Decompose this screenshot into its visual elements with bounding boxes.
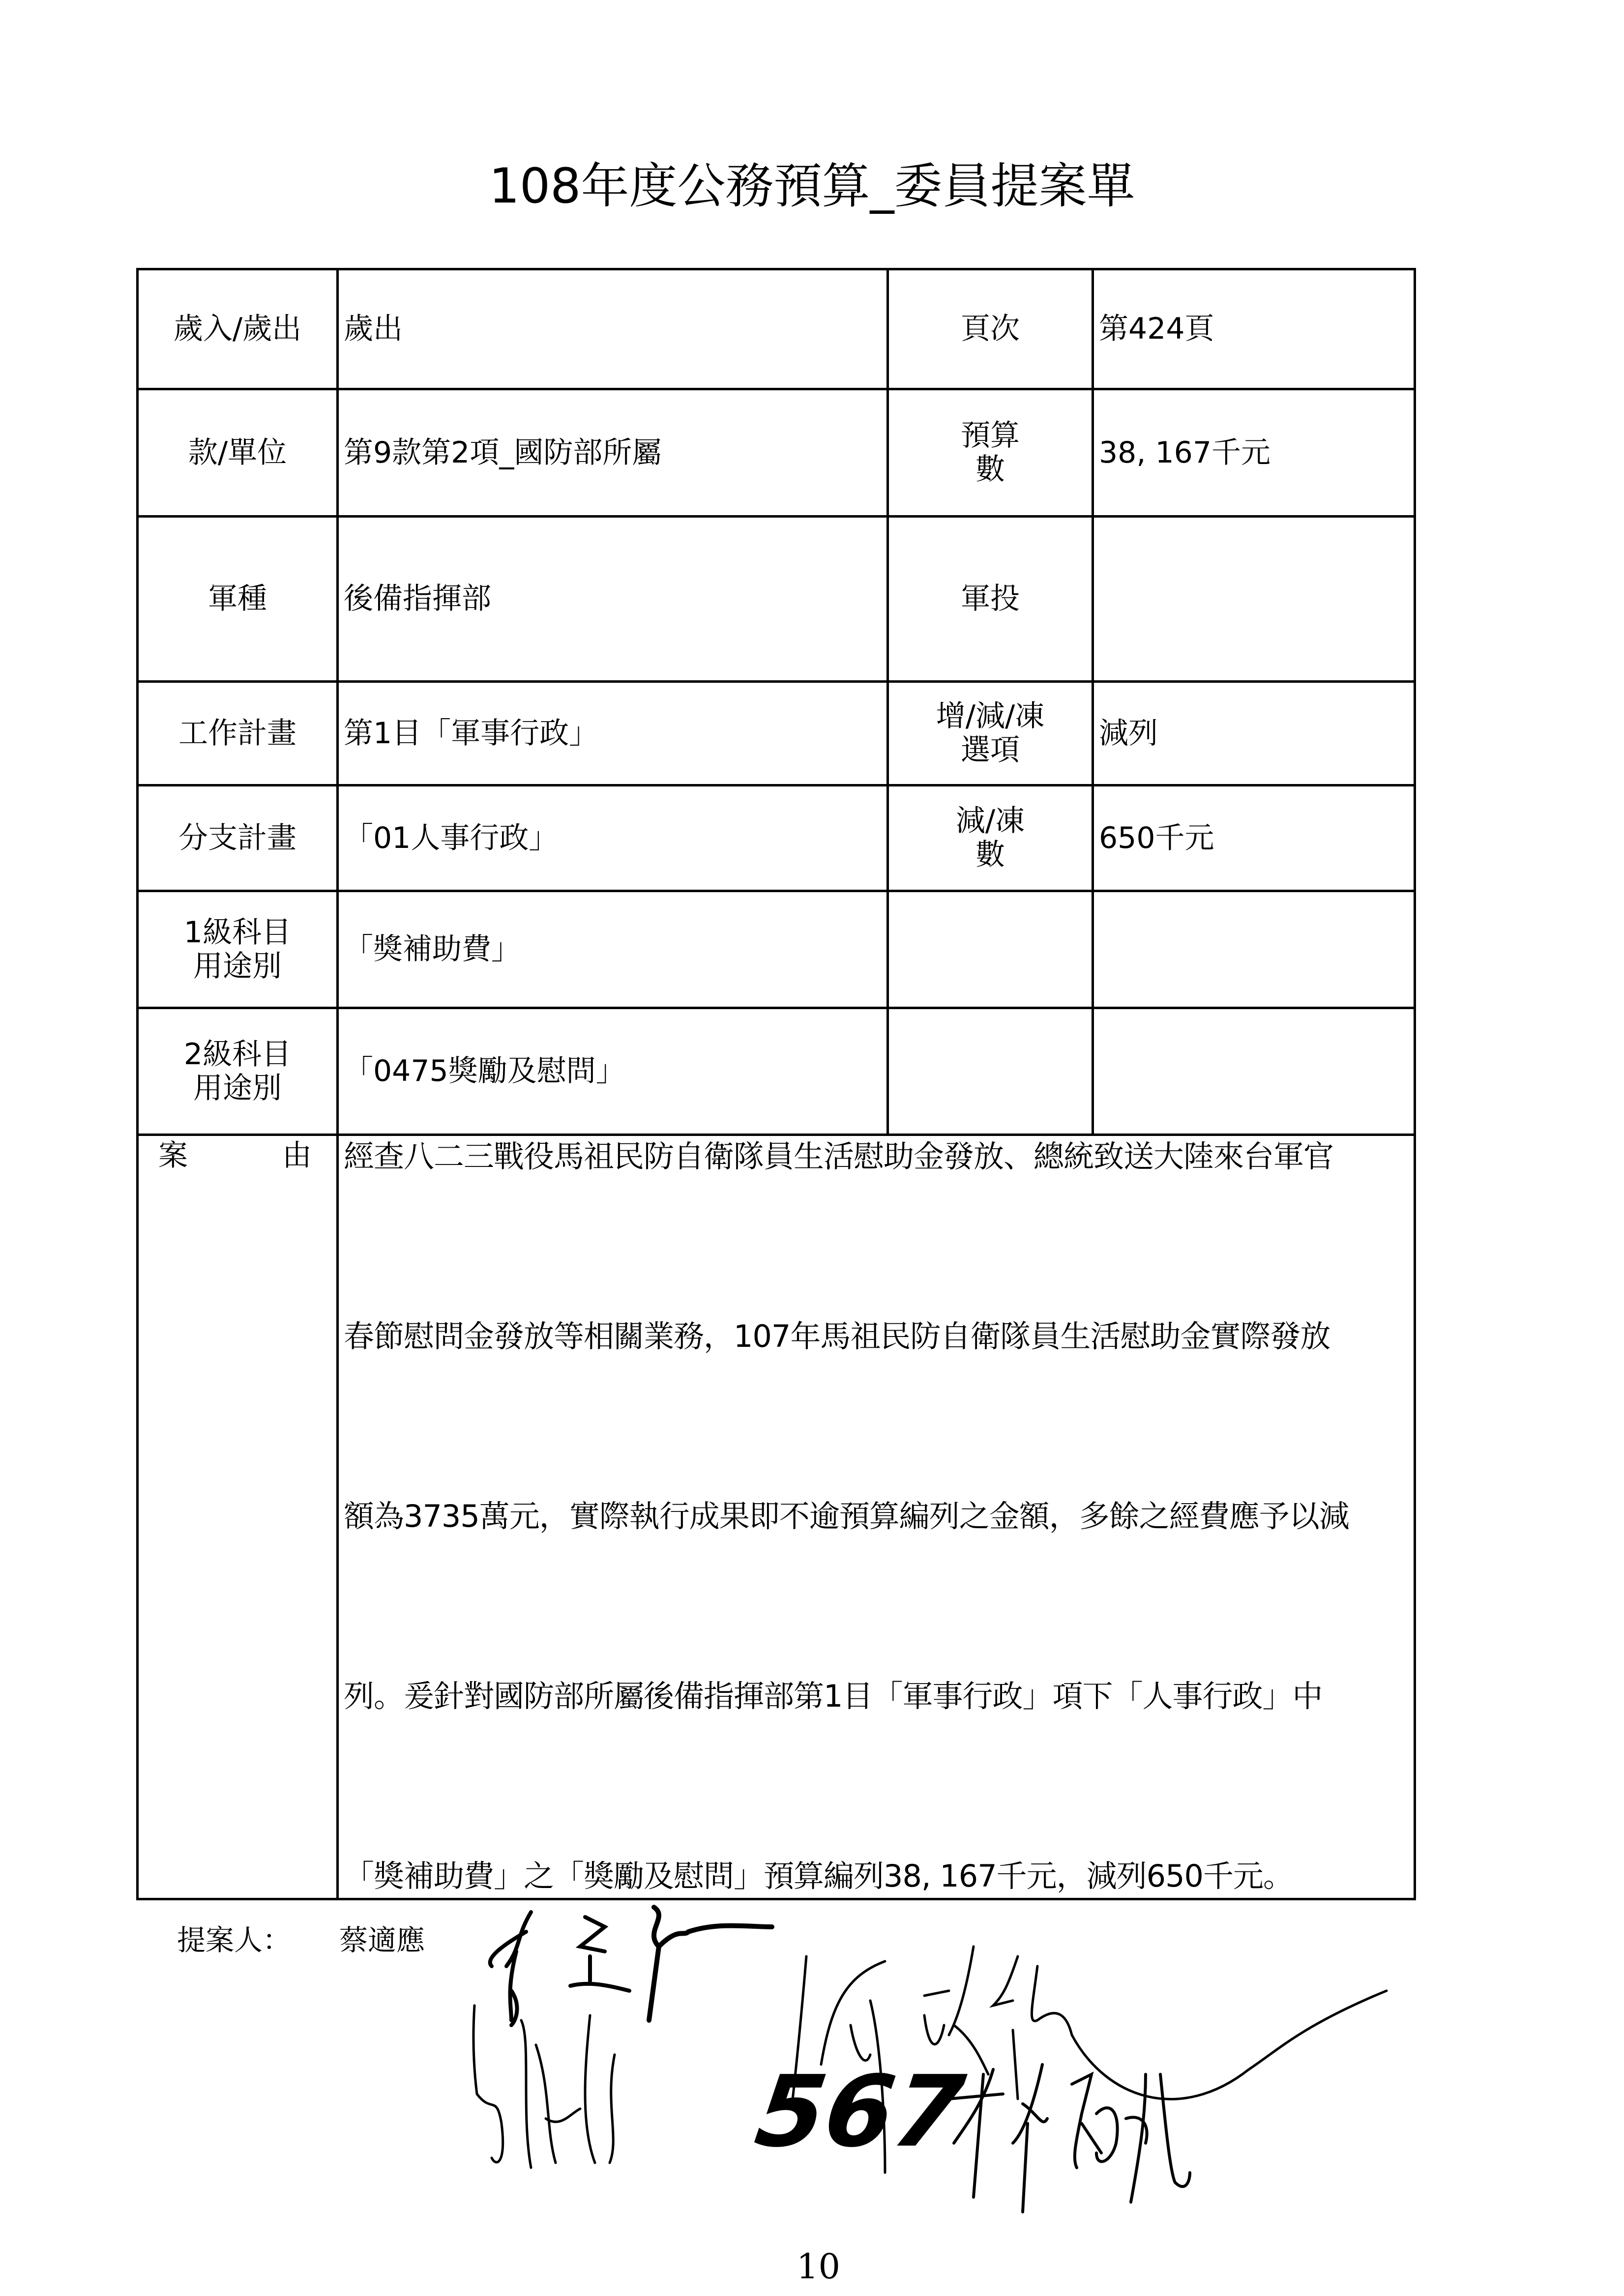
reason-line: 列。爰針對國防部所屬後備指揮部第1目「軍事行政」項下「人事行政」中	[344, 1678, 1323, 1714]
reason-label-b: 由	[282, 1138, 312, 1173]
label-line: 2級科目	[183, 1037, 292, 1072]
reason-label-a: 案	[158, 1138, 188, 1173]
field-label: 頁次	[888, 269, 1093, 389]
handwritten-number: 567	[749, 2055, 971, 2169]
field-label: 軍投	[888, 517, 1093, 682]
label-line: 數	[975, 838, 1005, 872]
field-value: 「獎補助費」	[338, 891, 888, 1008]
field-value: 後備指揮部	[338, 517, 888, 682]
reason-line: 額為3735萬元，實際執行成果即不逾預算編列之金額，多餘之經費應予以減	[344, 1498, 1349, 1534]
field-label: 工作計畫	[138, 682, 338, 785]
field-value: 減列	[1093, 682, 1415, 785]
label-line: 數	[975, 452, 1005, 487]
document-title: 108年度公務預算_委員提案單	[489, 158, 1135, 214]
signature-3	[473, 2005, 615, 2168]
label-line: 增/減/凍	[936, 699, 1045, 733]
signature-1	[490, 1907, 772, 2025]
label-line: 預算	[961, 418, 1020, 453]
label-line: 減/凍	[955, 804, 1025, 838]
label-line: 用途別	[193, 1071, 282, 1105]
proposer-name: 蔡適應	[339, 1923, 425, 1957]
field-value: 歲出	[338, 269, 888, 389]
field-value: 第1目「軍事行政」	[338, 682, 888, 785]
field-value: 650千元	[1093, 785, 1415, 891]
page-number: 10	[797, 2246, 841, 2287]
proposer-label: 提案人：	[177, 1923, 292, 1957]
field-value: 第424頁	[1093, 269, 1415, 389]
field-value: 「0475獎勵及慰問」	[338, 1008, 888, 1135]
label-line: 1級科目	[183, 915, 292, 950]
reason-line: 經查八二三戰役馬祖民防自衛隊員生活慰助金發放、總統致送大陸來台軍官	[344, 1138, 1334, 1174]
field-value: 「01人事行政」	[338, 785, 888, 891]
field-value: 第9款第2項_國防部所屬	[338, 389, 888, 517]
reason-line: 春節慰問金發放等相關業務，107年馬祖民防自衛隊員生活慰助金實際發放	[344, 1318, 1330, 1354]
label-line: 用途別	[193, 949, 282, 984]
field-label: 歲入/歲出	[138, 269, 338, 389]
reason-line: 「獎補助費」之「獎勵及慰問」預算編列38, 167千元，減列650千元。	[344, 1858, 1293, 1894]
signature-4	[949, 2064, 1190, 2212]
field-label: 分支計畫	[138, 785, 338, 891]
field-value: 38, 167千元	[1093, 389, 1415, 517]
field-label: 款/單位	[138, 389, 338, 517]
label-line: 選項	[961, 733, 1020, 767]
field-label: 軍種	[138, 517, 338, 682]
